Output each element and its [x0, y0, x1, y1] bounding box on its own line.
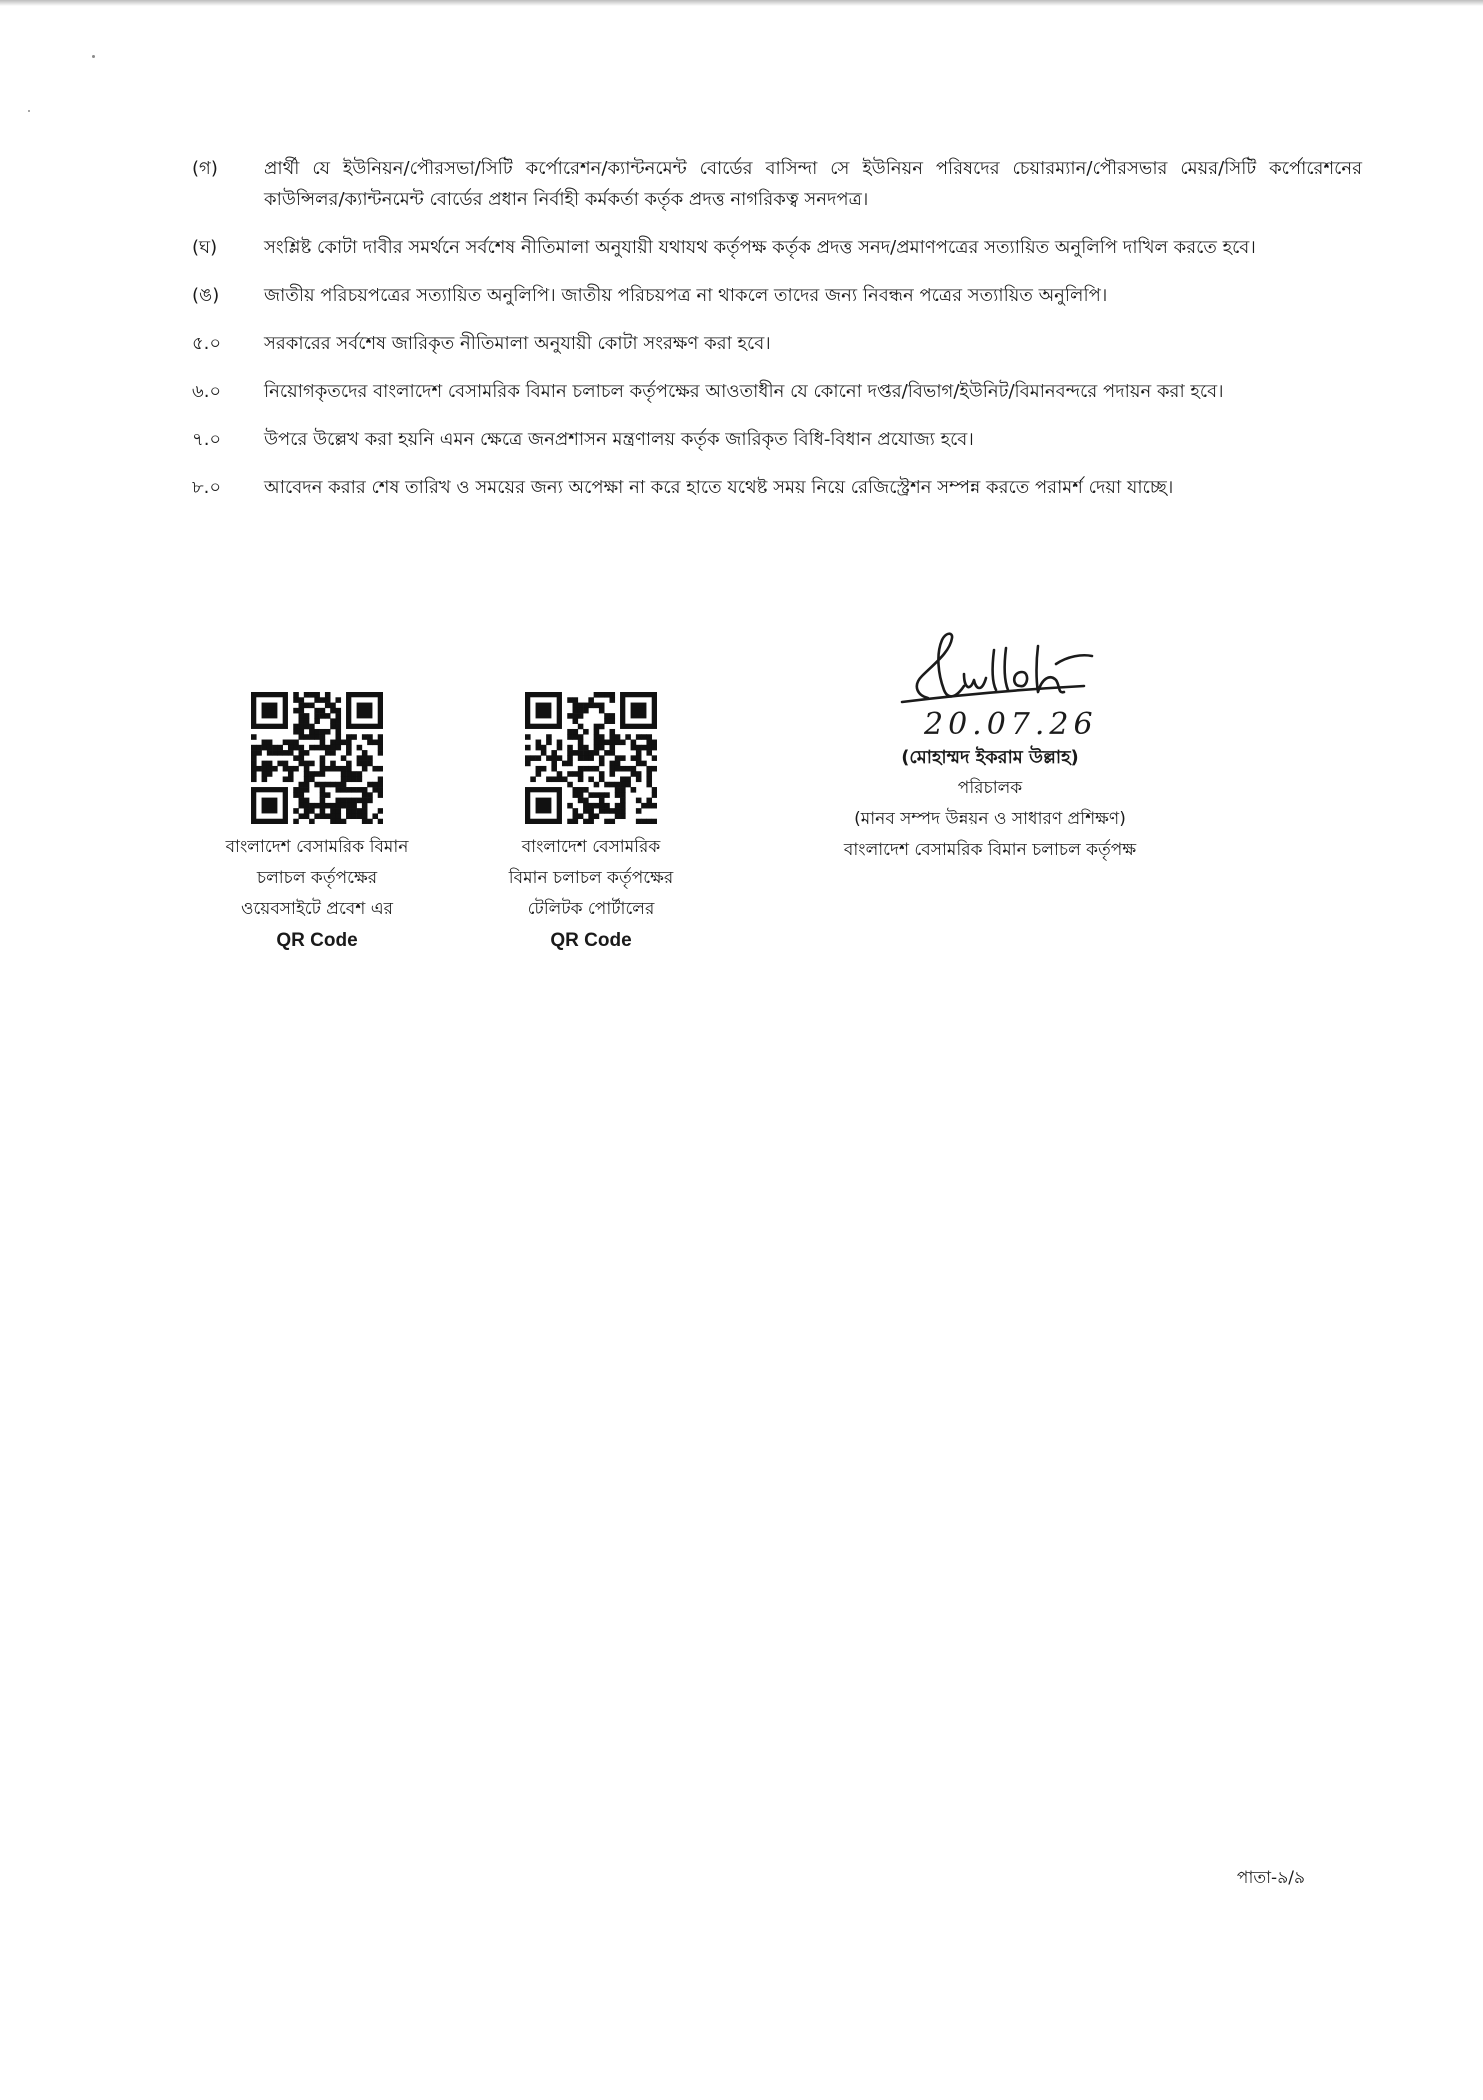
signer-organization: বাংলাদেশ বেসামরিক বিমান চলাচল কর্তৃপক্ষ [843, 840, 1137, 860]
signature-block [800, 630, 1180, 866]
clause-item [192, 376, 1362, 407]
qr-code-label: QR Code [276, 930, 358, 951]
signer-name: (মোহাম্মদ ইকরাম উল্লাহ) [901, 747, 1079, 768]
clause-text: নিয়োগকৃতদের বাংলাদেশ বেসামরিক বিমান চলাচল কর্তৃপক্ষের আওতাধীন যে কোনো দপ্তর/বিভাগ/ইউনিট/বিমানবন্দরে পদায়ন করা হবে। [264, 381, 1224, 402]
clause-item [192, 232, 1362, 263]
clause-item [192, 280, 1362, 311]
qr-code-icon[interactable] [525, 692, 657, 824]
clause-text: জাতীয় পরিচয়পত্রের সত্যায়িত অনুলিপি। জাতীয় পরিচয়পত্র না থাকলে তাদের জন্য নিবন্ধন পত্রের সত্যায়িত অনুলিপি। [264, 285, 1108, 306]
clause-text: আবেদন করার শেষ তারিখ ও সময়ের জন্য অপেক্ষা না করে হাতে যথেষ্ট সময় নিয়ে রেজিস্ট্রেশন সম্পন্ন করতে পরামর্শ দেয়া যাচ্ছে। [264, 477, 1174, 498]
clause-number: (গ) [192, 158, 218, 179]
clause-list [192, 153, 1362, 520]
clause-text: প্রার্থী যে ইউনিয়ন/পৌরসভা/সিটি কর্পোরেশন/ক্যান্টনমেন্ট বোর্ডের বাসিন্দা সে ইউনিয়ন পরিষদের চেয়ারম্যান/পৌরসভার মেয়র/সিটি কর্পোরেশনের কাউন্সিলর/ক্যান্টনমেন্ট বোর্ডের প্রধান নির্বাহী কর্মকর্তা কর্তৃক প্রদত্ত নাগরিকত্ব সনদপত্র। [264, 158, 1362, 210]
clause-item [192, 328, 1362, 359]
clause-text: সংশ্লিষ্ট কোটা দাবীর সমর্থনে সর্বশেষ নীতিমালা অনুযায়ী যথাযথ কর্তৃপক্ষ কর্তৃক প্রদত্ত সনদ/প্রমাণপত্রের সত্যায়িত অনুলিপি দাখিল করতে হবে। [264, 237, 1256, 258]
qr-block-website [182, 692, 452, 956]
clause-number: ৭.০ [192, 429, 222, 450]
qr-caption-line: টেলিটক পোর্টালের [527, 899, 655, 919]
clause-item [192, 424, 1362, 455]
clause-item [192, 153, 1362, 215]
clause-number: (ঘ) [192, 237, 218, 258]
clause-number: ৮.০ [192, 477, 222, 498]
clause-number: ৬.০ [192, 381, 222, 402]
clause-text: উপরে উল্লেখ করা হয়নি এমন ক্ষেত্রে জনপ্রশাসন মন্ত্রণালয় কর্তৃক জারিকৃত বিধি-বিধান প্রযোজ্য হবে। [264, 429, 974, 450]
handwritten-signature [860, 630, 1120, 742]
signer-designation: পরিচালক [957, 778, 1023, 798]
qr-caption-line: বিমান চলাচল কর্তৃপক্ষের [508, 868, 674, 888]
clause-item [192, 472, 1362, 503]
clause-number: ৫.০ [192, 333, 222, 354]
qr-block-teletalk [456, 692, 726, 956]
signer-department: (মানব সম্পদ উন্নয়ন ও সাধারণ প্রশিক্ষণ) [854, 809, 1126, 829]
scan-top-edge [0, 0, 1483, 6]
signature-date: 20.07.26 [924, 707, 1098, 742]
qr-code-icon[interactable] [251, 692, 383, 824]
clause-number: (ঙ) [192, 285, 220, 306]
qr-caption-line: চলাচল কর্তৃপক্ষের [256, 868, 378, 888]
qr-code-label: QR Code [550, 930, 632, 951]
qr-caption-line: বাংলাদেশ বেসামরিক বিমান [225, 837, 409, 857]
scan-speck [92, 55, 95, 58]
page-number: পাতা-৯/৯ [1236, 1868, 1305, 1888]
scan-speck [28, 110, 30, 112]
qr-caption-line: বাংলাদেশ বেসামরিক [521, 837, 661, 857]
clause-text: সরকারের সর্বশেষ জারিকৃত নীতিমালা অনুযায়ী কোটা সংরক্ষণ করা হবে। [264, 333, 771, 354]
qr-caption-line: ওয়েবসাইটে প্রবেশ এর [240, 899, 394, 919]
